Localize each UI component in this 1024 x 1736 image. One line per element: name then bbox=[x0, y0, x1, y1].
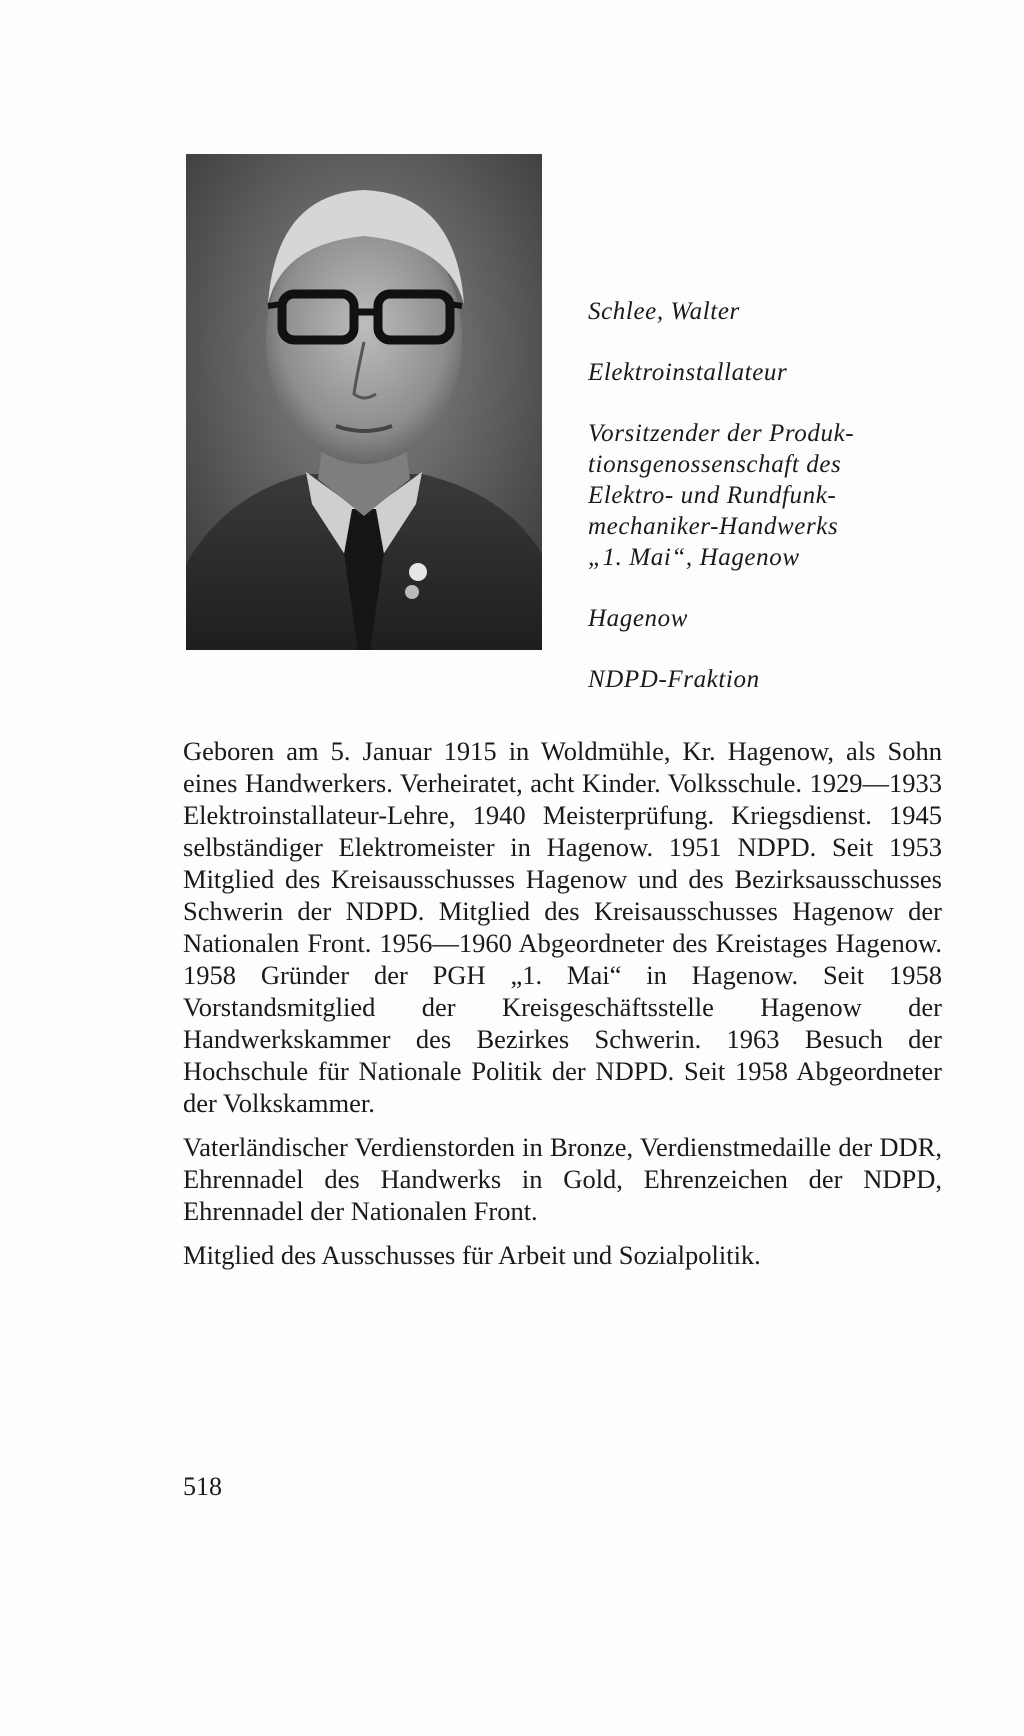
faction: NDPD-Fraktion bbox=[588, 666, 760, 693]
profession: Elektroinstallateur bbox=[588, 359, 788, 386]
entry-header bbox=[588, 296, 948, 695]
constituency: Hagenow bbox=[588, 605, 689, 632]
committee-text: Mitglied des Ausschusses für Arbeit und Sozialpolitik. bbox=[183, 1240, 761, 1270]
awards-text: Vaterländischer Verdienstorden in Bronze, Verdienstmedaille der DDR, Ehrennadel des Handwerks in Gold, Ehrenzeichen der NDPD, Ehrennadel der Nationalen Front. bbox=[183, 1132, 942, 1226]
person-name: Schlee, Walter bbox=[588, 298, 740, 325]
biography-section bbox=[183, 735, 942, 1283]
portrait-photo bbox=[186, 154, 542, 650]
position-description: Vorsitzender der Produk- tionsgenossenschaft des Elektro- und Rundfunk- mechaniker-Handwerks „1. Mai“, Hagenow bbox=[588, 420, 855, 571]
page-number: 518 bbox=[183, 1472, 222, 1501]
portrait-illustration bbox=[186, 154, 542, 650]
biography-text: Geboren am 5. Januar 1915 in Woldmühle, Kr. Hagenow, als Sohn eines Handwerkers. Verheiratet, acht Kinder. Volksschule. 1929—1933 Elektroinstallateur-Lehre, 1940 Meisterprüfung. Kriegsdienst. 1945 selbständiger Elektromeister in Hagenow. 1951 NDPD. Seit 1953 Mitglied des Kreisausschusses Hagenow und des Bezirksausschusses Schwerin der NDPD. Mitglied des Kreisausschusses Hagenow der Nationalen Front. 1956—1960 Abgeordneter des Kreistages Hagenow. 1958 Gründer der PGH „1. Mai“ in Hagenow. Seit 1958 Vorstandsmitglied der Kreisgeschäftsstelle Hagenow der Handwerkskammer des Bezirkes Schwerin. 1963 Besuch der Hochschule für Nationale Politik der NDPD. Seit 1958 Abgeordneter der Volkskammer. bbox=[183, 736, 942, 1118]
